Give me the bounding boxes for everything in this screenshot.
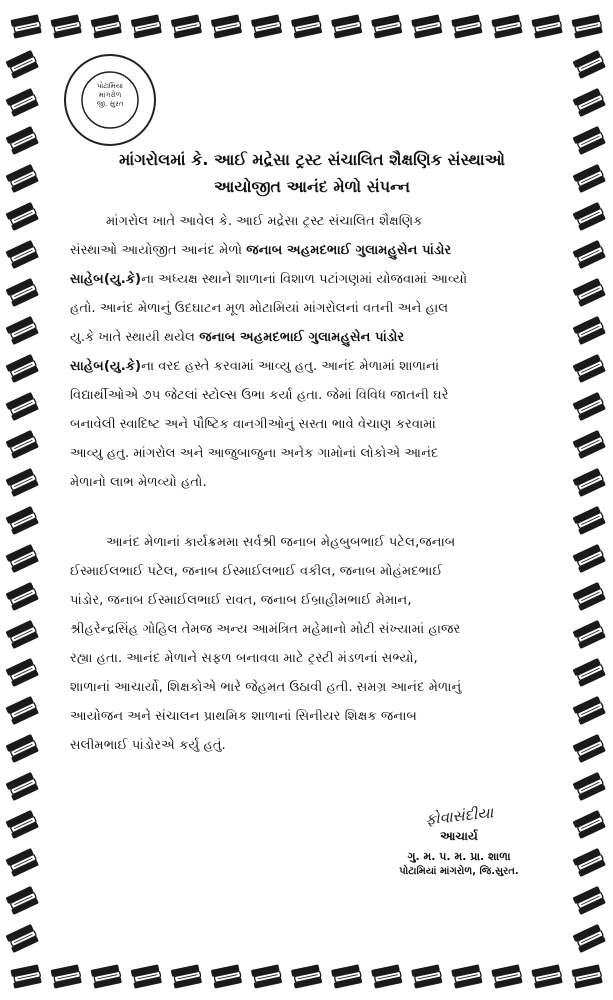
book-stack-icon <box>573 696 606 725</box>
book-stack-icon <box>6 354 39 383</box>
book-stack-icon <box>6 164 39 193</box>
school-place: પોટામિયાં માંગરોળ, જિ.સુરત. <box>399 866 519 877</box>
book-stack-icon <box>91 14 122 38</box>
book-stack-icon <box>51 14 82 38</box>
host-name: જનાબ અહમદભાઈ ગુલામહુસેન પાંડોર <box>199 330 405 345</box>
seal-inner-line: માંગરોળ <box>98 91 122 99</box>
book-stack-icon <box>573 240 606 269</box>
book-stack-icon <box>6 886 39 915</box>
book-stack-icon <box>411 14 442 38</box>
text-line: પાંડોર, જનાબ ઈસ્માઈલભાઈ રાવત, જનાબ ઈબ્રાહીમભાઈ મેમાન, <box>70 593 412 608</box>
book-stack-icon <box>211 14 242 38</box>
book-stack-icon <box>573 88 606 117</box>
book-stack-icon <box>6 848 39 877</box>
book-stack-icon <box>251 964 282 988</box>
text-line: શાળાનાં આચાર્યો, શિક્ષકોએ ભારે જેહમત ઉઠાવી હતી. સમગ્ર આનંદ મેળાનું <box>70 680 462 695</box>
host-name: જનાબ અહમદભાઈ ગુલામહુસેન પાંડોર <box>246 243 452 258</box>
book-stack-icon <box>491 964 522 988</box>
book-stack-icon <box>411 964 442 988</box>
book-stack-icon <box>6 202 39 231</box>
text-line: સંસ્થાઓ આયોજીત આનંદ મેળો જનાબ અહમદભાઈ ગુલામહુસેન પાંડોર <box>70 243 452 258</box>
book-stack-icon <box>573 924 606 953</box>
book-stack-icon <box>6 430 39 459</box>
book-stack-icon <box>573 506 606 535</box>
book-stack-icon <box>573 544 606 573</box>
book-stack-icon <box>573 734 606 763</box>
book-stack-icon <box>531 964 562 988</box>
text-line: યુ.કે ખાતે સ્થાયી થયેલ જનાબ અહમદભાઈ ગુલામહુસેન પાંડોર <box>70 330 405 345</box>
text-line: આવ્યુ હતુ. માંગરોલ અને આજુબાજુના અનેક ગામોનાં લોકોએ આનંદ <box>70 446 439 461</box>
host-title: સાહેબ(યુ.કે) <box>70 359 142 374</box>
book-stack-icon <box>573 392 606 421</box>
school-seal <box>62 52 158 148</box>
book-stack-icon <box>291 964 322 988</box>
book-stack-icon <box>6 392 39 421</box>
text-line: હતો. આનંદ મેળાનું ઉદઘાટન મૂળ મોટામિયાં માંગરોલનાં વતની અને હાલ <box>70 301 449 316</box>
book-stack-icon <box>531 14 562 38</box>
article-title <box>62 146 562 200</box>
book-stack-icon <box>6 620 39 649</box>
book-stack-icon <box>10 14 41 38</box>
title-line-2: આયોજીત આનંદ મેળો સંપન્ન <box>213 177 411 196</box>
book-stack-icon <box>573 848 606 877</box>
signatory-role: આચાર્ય <box>440 829 478 843</box>
book-stack-icon <box>6 696 39 725</box>
book-stack-icon <box>491 14 522 38</box>
book-stack-icon <box>10 964 41 988</box>
book-stack-icon <box>171 964 202 988</box>
book-stack-icon <box>131 14 162 38</box>
book-stack-icon <box>451 14 482 38</box>
book-stack-icon <box>6 126 39 155</box>
book-stack-icon <box>6 278 39 307</box>
book-stack-icon <box>573 772 606 801</box>
book-stack-icon <box>6 924 39 953</box>
text-line: મેળાનો લાભ મેળવ્યો હતો. <box>70 475 207 490</box>
book-stack-icon <box>573 886 606 915</box>
text-line: આનંદ મેળાનાં કાર્યક્રમમા સર્વશ્રી જનાબ મેહબુબભાઈ પટેલ,જનાબ <box>106 535 456 550</box>
book-stack-icon <box>573 468 606 497</box>
text-line: સાહેબ(યુ.કે)ના વરદ હસ્તે કરવામાં આવ્યુ હતુ. આનંદ મેળામાં શાળાનાં <box>70 359 440 374</box>
book-stack-icon <box>6 734 39 763</box>
book-stack-icon <box>211 964 242 988</box>
book-stack-icon <box>573 278 606 307</box>
text-line: રહ્યા હતા. આનંદ મેળાને સફળ બનાવવા માટે ટ્રસ્ટી મંડળનાં સભ્યો, <box>70 651 418 666</box>
title-line-1: માંગરોલમાં કે. આઈ મદ્રેસા ટ્રસ્ટ સંચાલિત શૈક્ષણિક સંસ્થાઓ <box>119 150 505 169</box>
paragraph-1 <box>70 207 556 497</box>
book-stack-icon <box>451 964 482 988</box>
book-stack-icon <box>571 14 602 38</box>
book-stack-icon <box>6 468 39 497</box>
book-stack-icon <box>331 14 362 38</box>
book-stack-icon <box>371 964 402 988</box>
book-stack-icon <box>6 544 39 573</box>
book-stack-icon <box>573 50 606 79</box>
book-stack-icon <box>6 50 39 79</box>
book-stack-icon <box>6 810 39 839</box>
school-name: ગુ. મ. પ. મ. પ્રા. શાળા <box>407 850 511 863</box>
text-line: માંગરોલ ખાતે આવેલ કે. આઈ મદ્રેસા ટ્રસ્ટ સંચાલિત શૈક્ષણિક <box>106 214 423 229</box>
book-stack-icon <box>573 316 606 345</box>
book-stack-icon <box>6 316 39 345</box>
text-line: આયોજન અને સંચાલન પ્રાથમિક શાળાનાં સિનીયર શિક્ષક જનાબ <box>70 709 418 724</box>
book-stack-icon <box>573 810 606 839</box>
book-stack-icon <box>573 354 606 383</box>
book-stack-icon <box>291 14 322 38</box>
text-line: ઈસ્માઈલભાઈ પટેલ, જનાબ ઈસ્માઈલભાઈ વકીલ, જનાબ મોહંમદભાઈ <box>70 564 443 579</box>
book-stack-icon <box>6 240 39 269</box>
paragraph-2 <box>70 528 556 760</box>
seal-inner-line: પોટામિયાં <box>96 82 124 90</box>
book-stack-icon <box>573 126 606 155</box>
book-stack-icon <box>573 620 606 649</box>
seal-inner-line: જી. સુરત <box>96 100 124 108</box>
book-stack-icon <box>6 772 39 801</box>
signature-block <box>384 803 534 877</box>
book-stack-icon <box>51 964 82 988</box>
book-stack-icon <box>331 964 362 988</box>
book-stack-icon <box>91 964 122 988</box>
text-line: બનાવેલી સ્વાદિષ્ટ અને પૌષ્ટિક વાનગીઓનું સસ્તા ભાવે વેચાણ કરવામાં <box>70 417 436 432</box>
book-stack-icon <box>6 88 39 117</box>
book-stack-icon <box>6 506 39 535</box>
text-line: શ્રીહરેન્દ્રસિંહ ગોહિલ તેમજ અન્ય આમંત્રિત મહેમાનો મોટી સંખ્યામાં હાજર <box>70 622 461 637</box>
book-stack-icon <box>6 658 39 687</box>
book-stack-icon <box>251 14 282 38</box>
book-stack-icon <box>573 582 606 611</box>
text-line: સાહેબ(યુ.કે)ના અધ્યક્ષ સ્થાને શાળાનાં વિશાળ પટાંગણમાં યોજવામાં આવ્યો <box>70 272 468 287</box>
book-stack-icon <box>171 14 202 38</box>
book-stack-icon <box>573 164 606 193</box>
text-line: વિદ્યાર્થીઓએ ૭૫ જેટલાં સ્ટોલ્સ ઉભા કર્યા હતા. જેમાં વિવિધ જાતની ઘરે <box>70 388 449 403</box>
book-stack-icon <box>571 964 602 988</box>
book-stack-icon <box>573 658 606 687</box>
book-stack-icon <box>371 14 402 38</box>
text-line: સલીમભાઈ પાંડોરએ કર્યુ હતું. <box>70 738 226 753</box>
host-title: સાહેબ(યુ.કે) <box>70 272 142 287</box>
book-stack-icon <box>6 582 39 611</box>
book-stack-icon <box>131 964 162 988</box>
book-stack-icon <box>573 430 606 459</box>
book-stack-icon <box>573 202 606 231</box>
handwritten-signature: ફોવાસંદીયા <box>424 803 494 829</box>
